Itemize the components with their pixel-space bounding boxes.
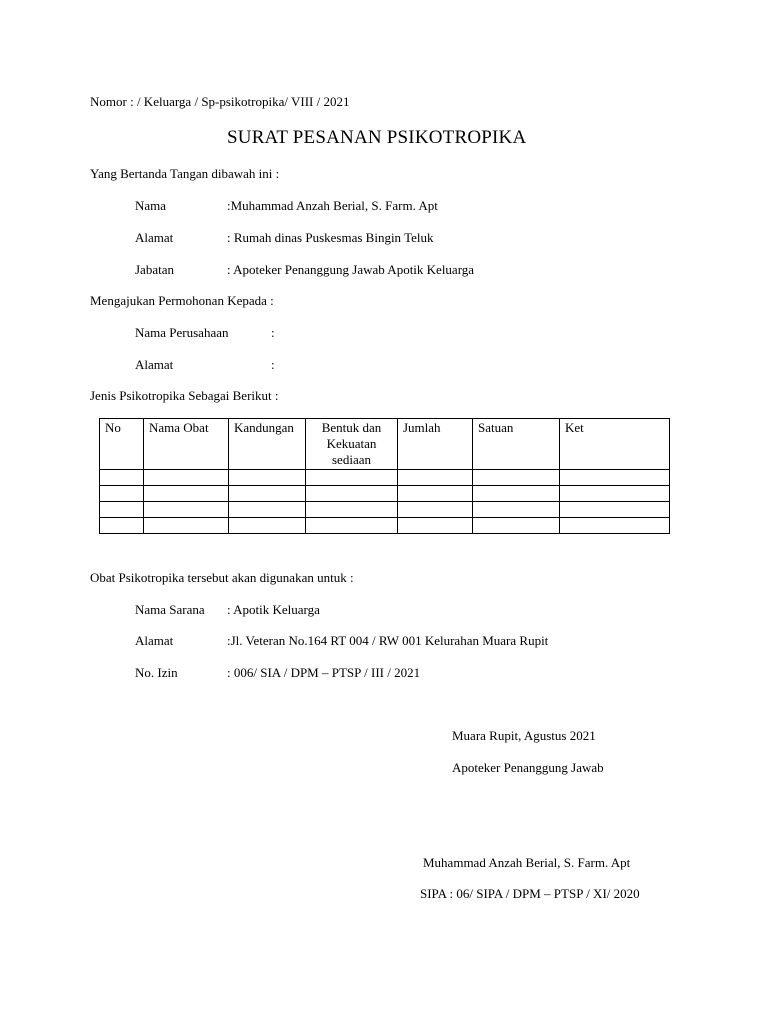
list-heading: Jenis Psikotropika Sebagai Berikut : xyxy=(90,388,279,403)
page-title: SURAT PESANAN PSIKOTROPIKA xyxy=(227,127,527,148)
table-cell[interactable] xyxy=(560,502,670,518)
company-name-value: : xyxy=(271,325,275,340)
table-row xyxy=(100,502,670,518)
facility-name-value: : Apotik Keluarga xyxy=(227,602,320,617)
column-header-jumlah: Jumlah xyxy=(398,419,473,470)
table-header-row xyxy=(100,419,670,470)
table-cell[interactable] xyxy=(100,470,144,486)
psikotropika-table xyxy=(99,418,670,534)
signer-name-label: Nama xyxy=(135,198,167,213)
table-cell[interactable] xyxy=(473,470,560,486)
table-cell[interactable] xyxy=(398,502,473,518)
table-cell[interactable] xyxy=(229,486,306,502)
table-cell[interactable] xyxy=(306,486,398,502)
column-header-nama-obat: Nama Obat xyxy=(144,419,229,470)
facility-license-label: No. Izin xyxy=(135,665,178,680)
signer-position-value: : Apoteker Penanggung Jawab Apotik Keluarga xyxy=(227,262,475,277)
table-cell[interactable] xyxy=(100,518,144,534)
column-header-kandungan: Kandungan xyxy=(229,419,306,470)
company-name-label: Nama Perusahaan xyxy=(135,325,229,340)
signer-address-label: Alamat xyxy=(135,230,174,245)
table-cell[interactable] xyxy=(473,502,560,518)
table-row xyxy=(100,470,670,486)
table-cell[interactable] xyxy=(560,486,670,502)
company-address-label: Alamat xyxy=(135,357,174,372)
table-cell[interactable] xyxy=(229,470,306,486)
intro-text: Yang Bertanda Tangan dibawah ini : xyxy=(90,166,280,181)
table-cell[interactable] xyxy=(473,486,560,502)
table-cell[interactable] xyxy=(229,518,306,534)
table-cell[interactable] xyxy=(560,518,670,534)
table-cell[interactable] xyxy=(306,518,398,534)
table-cell[interactable] xyxy=(398,518,473,534)
table-row xyxy=(100,486,670,502)
usage-heading: Obat Psikotropika tersebut akan digunakan untuk : xyxy=(90,570,354,585)
table-cell[interactable] xyxy=(144,486,229,502)
table-cell[interactable] xyxy=(144,518,229,534)
table-cell[interactable] xyxy=(229,502,306,518)
signer-address-value: : Rumah dinas Puskesmas Bingin Teluk xyxy=(227,230,434,245)
column-header-satuan: Satuan xyxy=(473,419,560,470)
table-cell[interactable] xyxy=(560,470,670,486)
letter-number: Nomor : / Keluarga / Sp-psikotropika/ VIII / 2021 xyxy=(90,94,350,109)
table-cell[interactable] xyxy=(144,502,229,518)
column-header-ket: Ket xyxy=(560,419,670,470)
table-cell[interactable] xyxy=(398,470,473,486)
table-cell[interactable] xyxy=(306,470,398,486)
table-cell[interactable] xyxy=(144,470,229,486)
table-cell[interactable] xyxy=(398,486,473,502)
signer-name: Muhammad Anzah Berial, S. Farm. Apt xyxy=(423,855,631,870)
place-date: Muara Rupit, Agustus 2021 xyxy=(452,728,596,743)
facility-address-value: :Jl. Veteran No.164 RT 004 / RW 001 Kelurahan Muara Rupit xyxy=(227,633,549,648)
request-heading: Mengajukan Permohonan Kepada : xyxy=(90,293,274,308)
table-cell[interactable] xyxy=(100,486,144,502)
company-address-value: : xyxy=(271,357,275,372)
column-header-bentuk-kekuatan: Bentuk dan Kekuatan sediaan xyxy=(306,419,398,470)
signer-role: Apoteker Penanggung Jawab xyxy=(452,760,604,775)
table-cell[interactable] xyxy=(306,502,398,518)
signer-sipa: SIPA : 06/ SIPA / DPM – PTSP / XI/ 2020 xyxy=(420,886,640,901)
column-header-no: No xyxy=(100,419,144,470)
signer-name-value: :Muhammad Anzah Berial, S. Farm. Apt xyxy=(227,198,438,213)
table-cell[interactable] xyxy=(473,518,560,534)
facility-name-label: Nama Sarana xyxy=(135,602,205,617)
facility-address-label: Alamat xyxy=(135,633,174,648)
table-row xyxy=(100,518,670,534)
signer-position-label: Jabatan xyxy=(135,262,174,277)
facility-license-value: : 006/ SIA / DPM – PTSP / III / 2021 xyxy=(227,665,421,680)
table-cell[interactable] xyxy=(100,502,144,518)
